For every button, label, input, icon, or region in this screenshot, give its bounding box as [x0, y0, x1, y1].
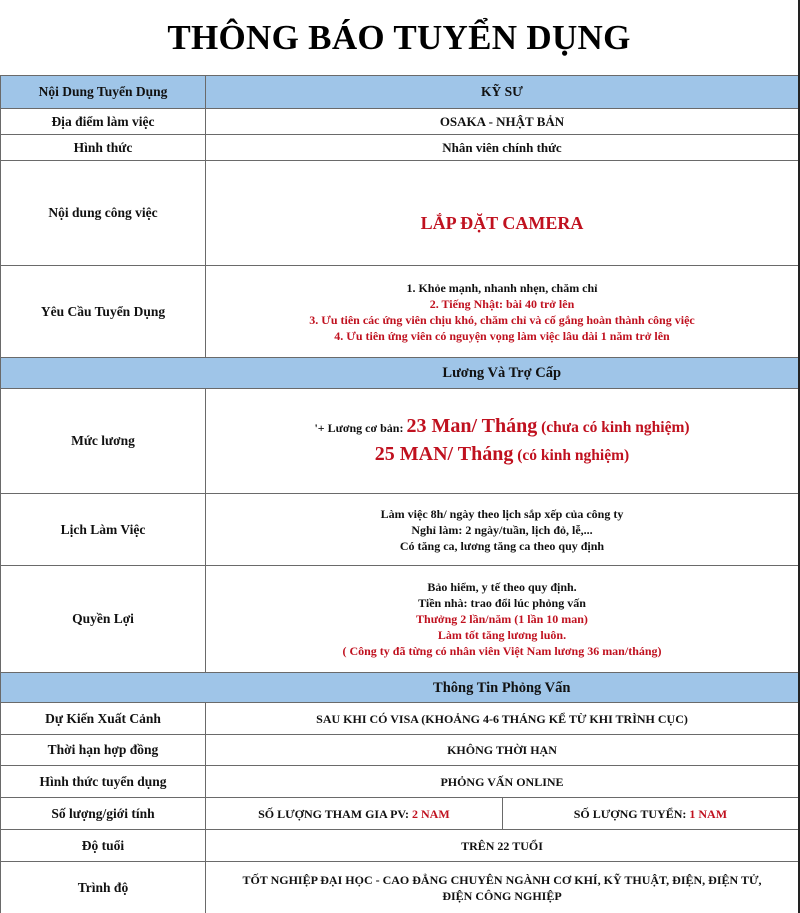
table-row-requirements — [1, 266, 800, 358]
salary-value — [206, 389, 800, 494]
form-value: Nhân viên chính thức — [206, 135, 800, 161]
job-label: Nội dung công việc — [1, 161, 206, 266]
section-spacer — [1, 673, 206, 703]
salary-note-1: (chưa có kinh nghiệm) — [537, 419, 690, 436]
table-row-job — [1, 161, 800, 266]
education-value — [206, 862, 800, 913]
section-spacer — [1, 358, 206, 389]
location-value: OSAKA - NHẬT BẢN — [206, 109, 800, 135]
salary-label: Mức lương — [1, 389, 206, 494]
section-interview-title: Thông Tin Phỏng Vấn — [206, 673, 800, 703]
interview-quantity-label: SỐ LƯỢNG THAM GIA PV: — [258, 806, 412, 821]
benefits-list — [206, 566, 800, 673]
job-title: LẮP ĐẶT CAMERA — [420, 213, 584, 233]
benefit-item: ( Công ty đã từng có nhân viên Việt Nam lương 36 man/tháng) — [342, 644, 662, 658]
table-row-quantity — [1, 798, 800, 830]
interview-quantity-value: 2 NAM — [412, 806, 450, 821]
form-label: Hình thức — [1, 135, 206, 161]
contract-value: KHÔNG THỜI HẠN — [206, 735, 800, 766]
benefit-item: Bảo hiểm, y tế theo quy định. — [427, 580, 577, 594]
salary-prefix: '+ Lương cơ bản: — [314, 421, 407, 435]
requirements-label: Yêu Cầu Tuyển Dụng — [1, 266, 206, 358]
recruit-form-value: PHỎNG VẤN ONLINE — [206, 766, 800, 798]
hire-quantity — [502, 798, 799, 830]
schedule-item: Làm việc 8h/ ngày theo lịch sắp xếp của công ty — [380, 506, 624, 521]
education-line-1: TỐT NGHIỆP ĐẠI HỌC - CAO ĐẲNG CHUYÊN NGÀNH CƠ KHÍ, KỸ THUẬT, ĐIỆN, ĐIỆN TỬ, — [242, 872, 762, 887]
schedule-label: Lịch Làm Việc — [1, 494, 206, 566]
table-row-age — [1, 830, 800, 862]
section-interview-header — [1, 673, 800, 703]
schedule-item: Nghỉ làm: 2 ngày/tuần, lịch đỏ, lễ,... — [411, 522, 593, 537]
requirement-item: 4. Ưu tiên ứng viên có nguyện vọng làm việc lâu dài 1 năm trở lên — [334, 328, 670, 343]
table-header-row — [1, 76, 800, 109]
requirement-item: 2. Tiếng Nhật: bài 40 trở lên — [429, 296, 575, 311]
table-row-recruit-form — [1, 766, 800, 798]
table-row-location — [1, 109, 800, 135]
requirements-list — [206, 266, 800, 358]
education-line-2: ĐIỆN CÔNG NGHIỆP — [442, 888, 562, 903]
benefits-label: Quyền Lợi — [1, 566, 206, 673]
education-label: Trình độ — [1, 862, 206, 913]
contract-label: Thời hạn hợp đồng — [1, 735, 206, 766]
location-label: Địa điểm làm việc — [1, 109, 206, 135]
table-row-contract — [1, 735, 800, 766]
recruit-form-label: Hình thức tuyển dụng — [1, 766, 206, 798]
section-salary-header — [1, 358, 800, 389]
header-position: KỸ SƯ — [206, 76, 800, 109]
hire-quantity-value: 1 NAM — [689, 806, 728, 821]
table-row-benefits — [1, 566, 800, 673]
departure-label: Dự Kiến Xuất Cảnh — [1, 703, 206, 735]
table-row-form — [1, 135, 800, 161]
section-salary-title: Lương Và Trợ Cấp — [206, 358, 800, 389]
interview-quantity — [206, 798, 503, 830]
quantity-label: Số lượng/giới tính — [1, 798, 206, 830]
age-value: TRÊN 22 TUỔI — [206, 830, 800, 862]
requirement-item: 3. Ưu tiên các ứng viên chịu khó, chăm chỉ và cố gắng hoàn thành công việc — [309, 312, 695, 327]
schedule-item: Có tăng ca, lương tăng ca theo quy định — [399, 538, 605, 553]
recruitment-table — [0, 75, 800, 913]
requirement-item: 1. Khỏe mạnh, nhanh nhẹn, chăm chỉ — [406, 280, 598, 295]
age-label: Độ tuổi — [1, 830, 206, 862]
salary-amount-1: 23 Man/ Tháng — [406, 415, 538, 437]
benefit-item: Làm tốt tăng lương luôn. — [437, 628, 567, 642]
page-title: THÔNG BÁO TUYỂN DỤNG — [0, 0, 800, 75]
benefit-item: Thưởng 2 lần/năm (1 lần 10 man) — [416, 612, 588, 626]
benefit-item: Tiền nhà: trao đổi lúc phỏng vấn — [418, 596, 586, 610]
departure-value: SAU KHI CÓ VISA (KHOẢNG 4-6 THÁNG KỂ TỪ KHI TRÌNH CỤC) — [206, 703, 800, 735]
table-row-departure — [1, 703, 800, 735]
table-row-education — [1, 862, 800, 913]
salary-note-2: (có kinh nghiệm) — [513, 447, 630, 464]
job-value-cell — [206, 161, 800, 266]
header-label: Nội Dung Tuyển Dụng — [1, 76, 206, 109]
schedule-list — [206, 494, 800, 566]
hire-quantity-label: SỐ LƯỢNG TUYỂN: — [573, 806, 690, 821]
table-row-salary — [1, 389, 800, 494]
table-row-schedule — [1, 494, 800, 566]
salary-amount-2: 25 MAN/ Tháng — [374, 443, 514, 465]
